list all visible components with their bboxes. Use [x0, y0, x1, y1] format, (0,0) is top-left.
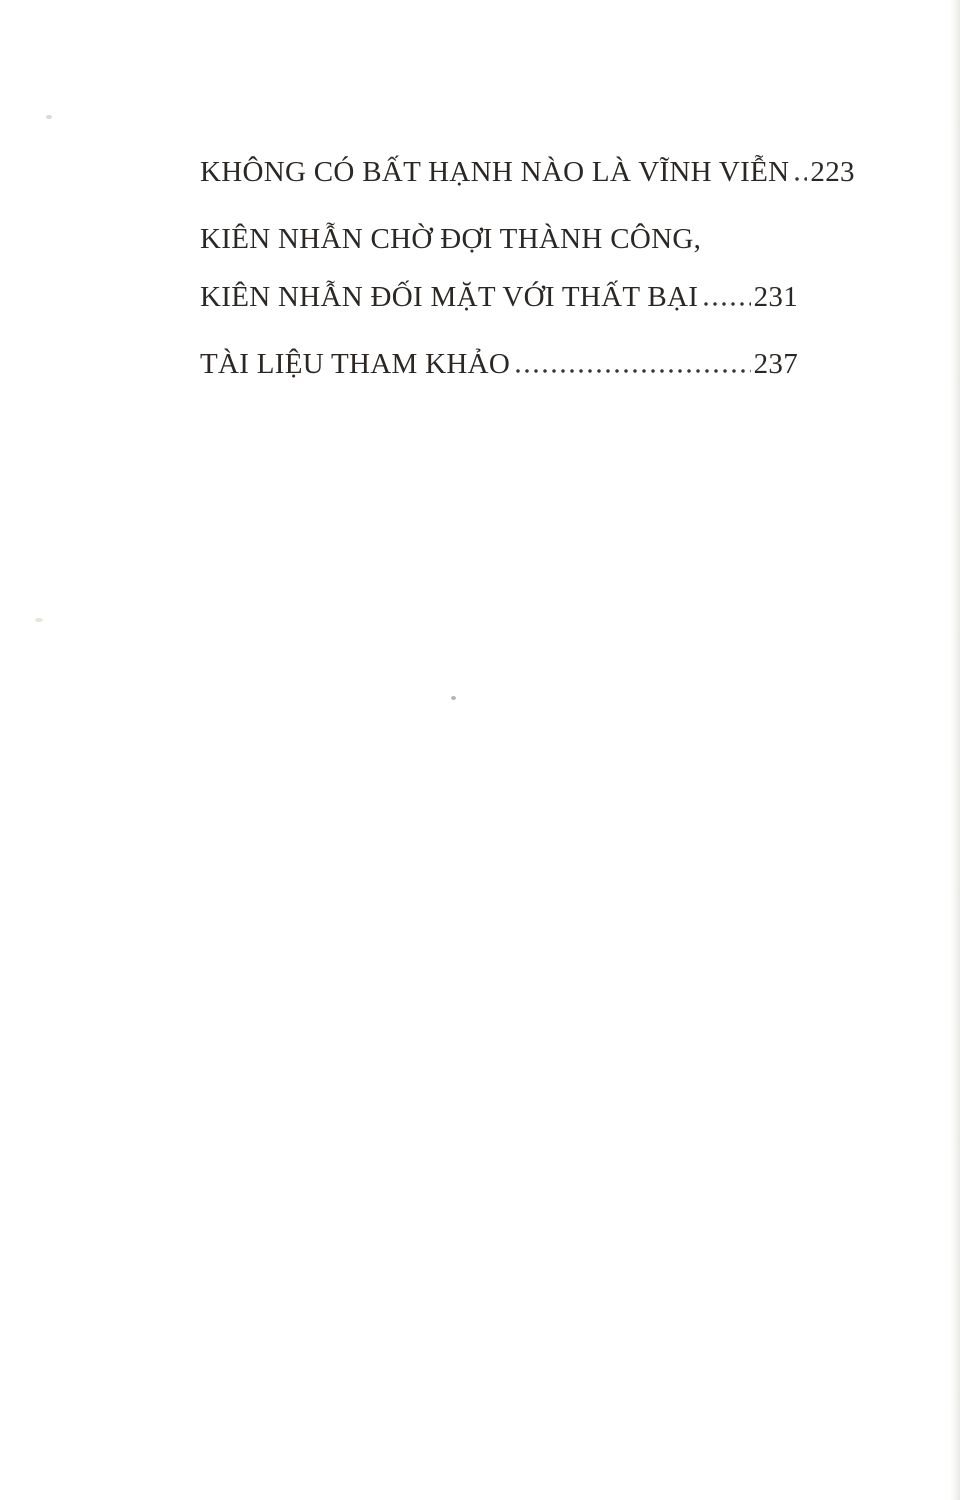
scan-speck [451, 696, 456, 700]
scan-speck [46, 115, 52, 119]
toc-entry [200, 335, 798, 393]
toc-entry-title: KIÊN NHẪN ĐỐI MẶT VỚI THẤT BẠI [200, 281, 699, 313]
toc-entry [200, 143, 855, 201]
toc-entry-title: KIÊN NHẪN CHỜ ĐỢI THÀNH CÔNG, [200, 223, 702, 255]
toc-entry [200, 210, 798, 268]
dot-leader [516, 368, 750, 373]
dot-leader [795, 176, 807, 181]
page-edge-shadow [950, 0, 960, 1500]
scan-speck [35, 618, 43, 622]
toc-page-number: 237 [753, 348, 798, 380]
table-of-contents [200, 143, 855, 393]
dot-leader [704, 301, 750, 306]
toc-page-number: 231 [753, 281, 798, 313]
toc-entry-title: TÀI LIỆU THAM KHẢO [200, 348, 511, 380]
toc-page-number: 223 [810, 156, 855, 188]
toc-entry-title: KHÔNG CÓ BẤT HẠNH NÀO LÀ VĨNH VIỄN [200, 156, 790, 188]
toc-entry-continuation [200, 268, 798, 326]
